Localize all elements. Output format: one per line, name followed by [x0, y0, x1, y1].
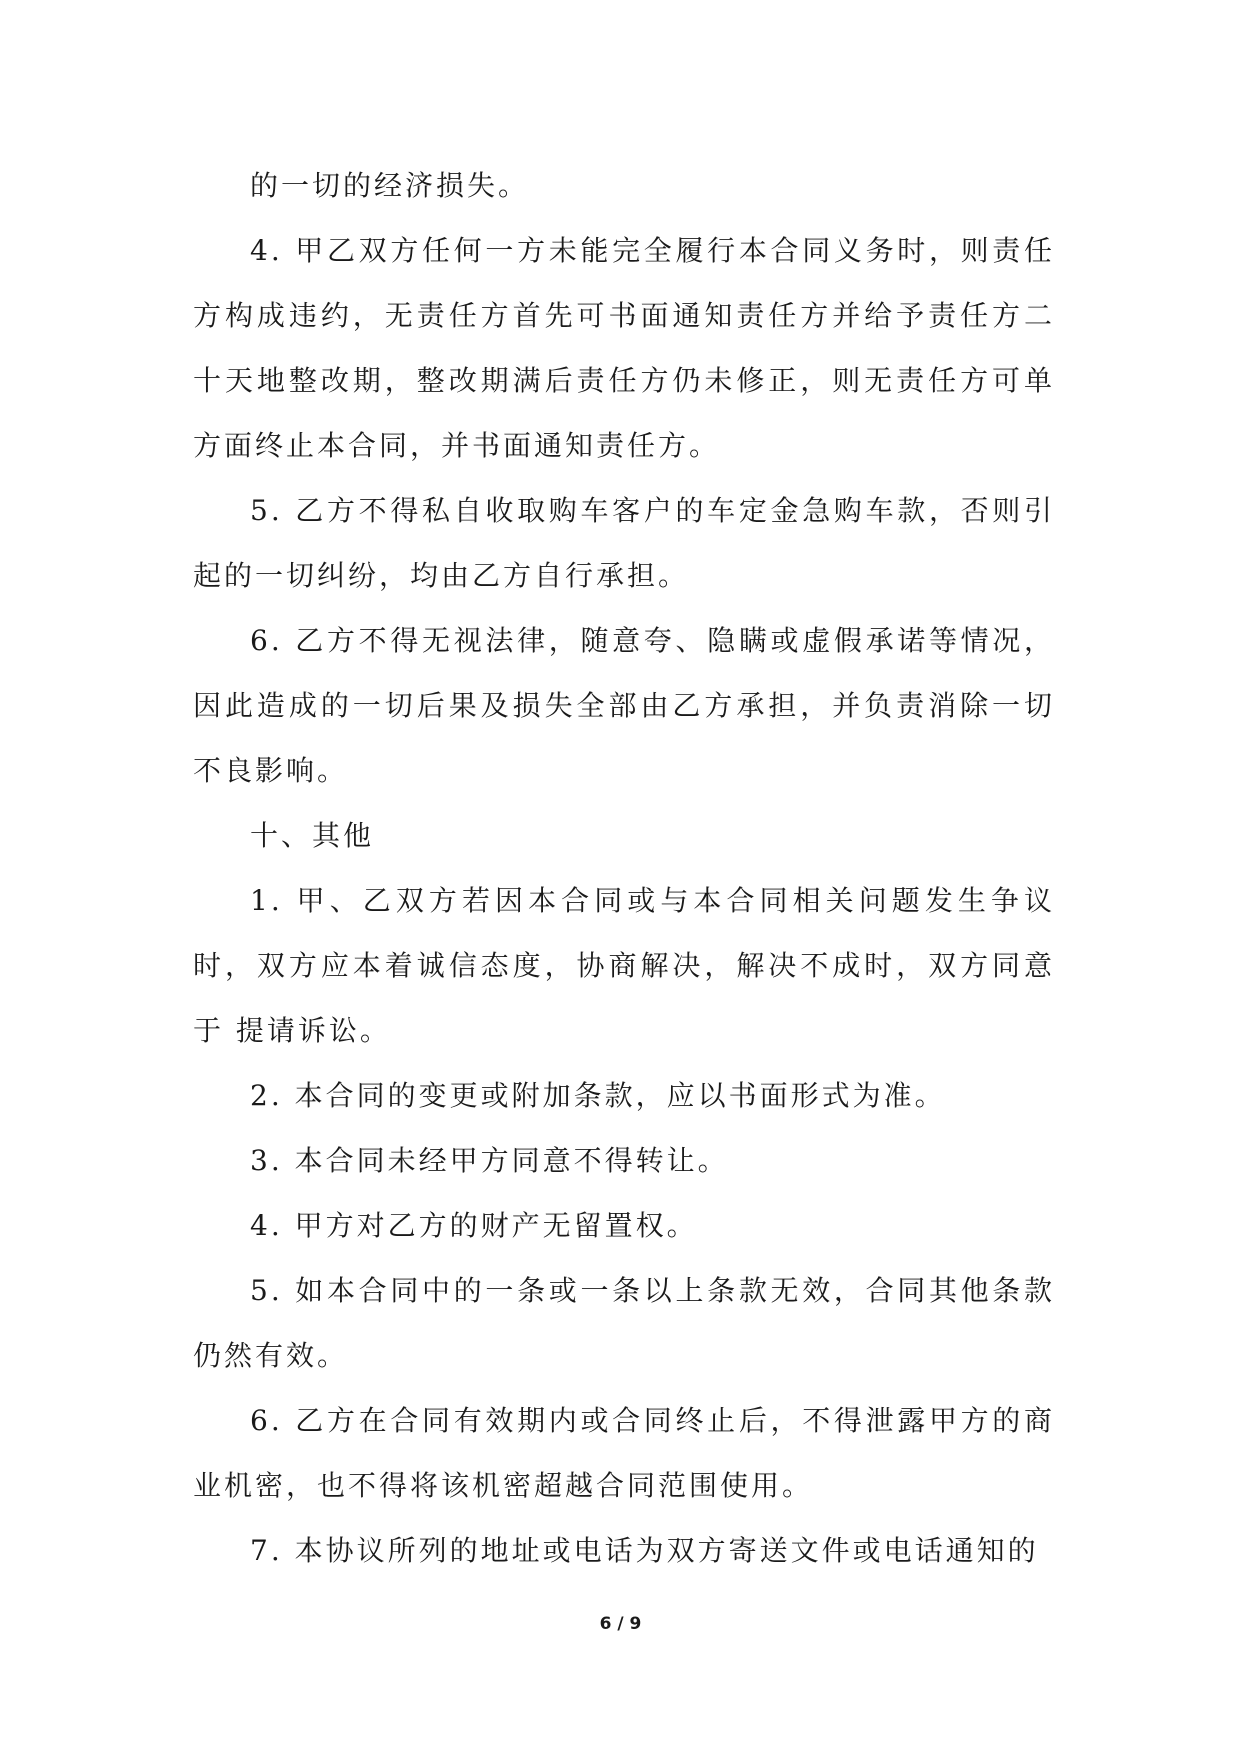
paragraph: 3. 本合同未经甲方同意不得转让。: [250, 1144, 729, 1177]
paragraph: 6. 乙方不得无视法律，随意夸、隐瞒或虚假承诺等情况，因此造成的一切后果及损失全部由乙方承担，并负责消除一切不良影响。: [193, 624, 1055, 787]
paragraph: 5. 如本合同中的一条或一条以上条款无效，合同其他条款仍然有效。: [193, 1274, 1055, 1372]
paragraph: 2. 本合同的变更或附加条款，应以书面形式为准。: [250, 1079, 946, 1112]
section-heading: 十、其他: [250, 819, 375, 852]
paragraph: 4. 甲方对乙方的财产无留置权。: [250, 1209, 698, 1242]
page-number: 6 / 9: [599, 1614, 642, 1634]
paragraph: 7. 本协议所列的地址或电话为双方寄送文件或电话通知的: [250, 1534, 1039, 1567]
document-body: [193, 153, 1055, 1583]
paragraph: 6. 乙方在合同有效期内或合同终止后，不得泄露甲方的商业机密，也不得将该机密超越合同范围使用。: [193, 1404, 1055, 1502]
paragraph: 的一切的经济损失。: [250, 169, 530, 202]
paragraph: 1. 甲、乙双方若因本合同或与本合同相关问题发生争议时，双方应本着诚信态度，协商解决，解决不成时，双方同意于 提请诉讼。: [193, 884, 1055, 1047]
paragraph: 4. 甲乙双方任何一方未能完全履行本合同义务时，则责任方构成违约，无责任方首先可书面通知责任方并给予责任方二十天地整改期，整改期满后责任方仍未修正，则无责任方可单方面终止本合同，并书面通知责任方。: [193, 234, 1055, 462]
paragraph: 5. 乙方不得私自收取购车客户的车定金急购车款，否则引起的一切纠纷，均由乙方自行承担。: [193, 494, 1055, 592]
